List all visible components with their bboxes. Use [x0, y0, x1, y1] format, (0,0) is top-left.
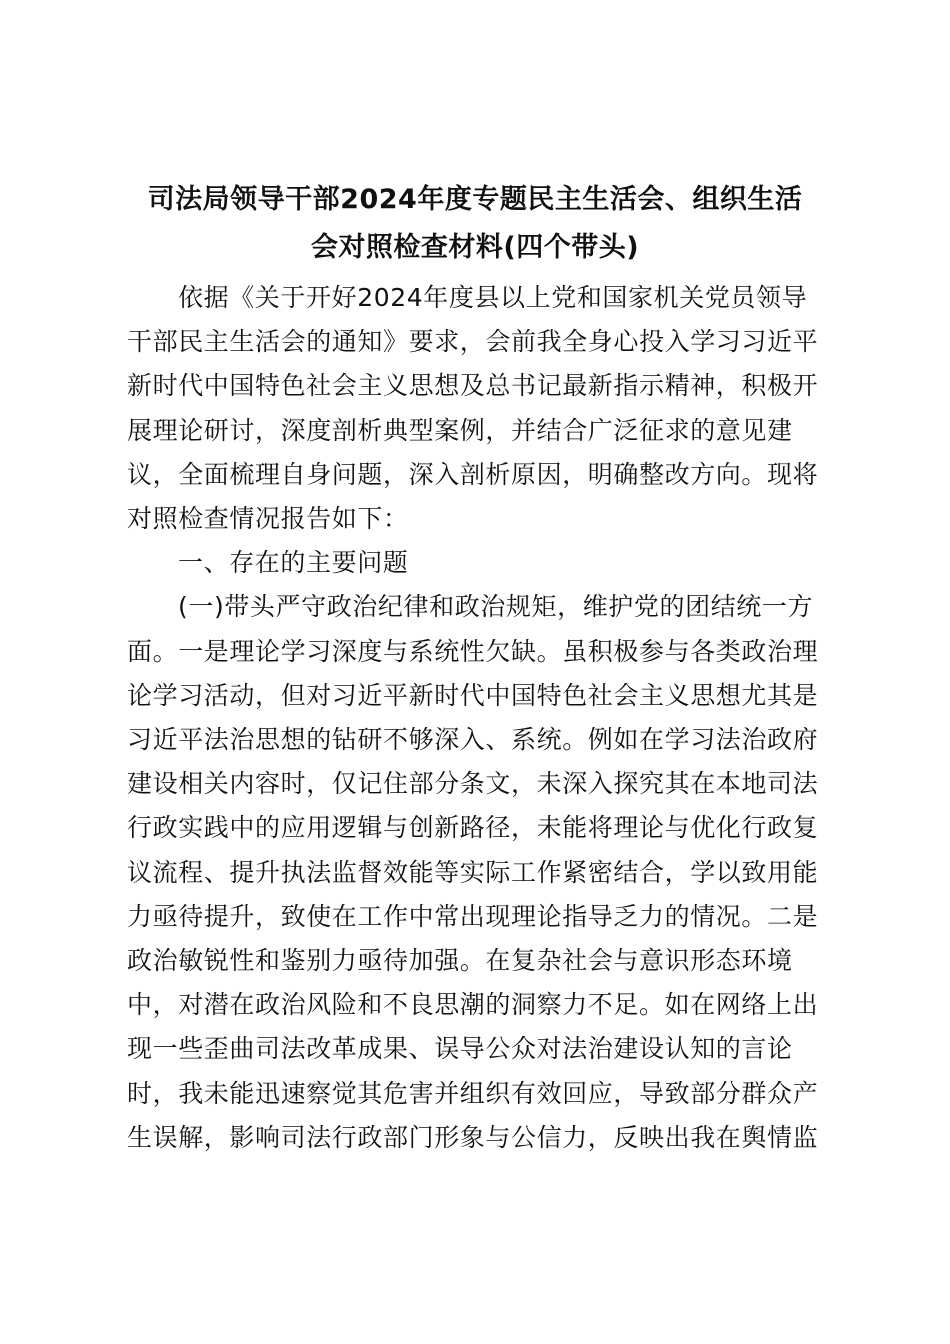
text-line: 展理论研讨，深度剖析典型案例，并结合广泛征求的意见建 [127, 415, 793, 445]
intro-paragraph [127, 276, 827, 541]
text-line: 议，全面梳理自身问题，深入剖析原因，明确整改方向。现将 [127, 459, 819, 489]
text-line: 力亟待提升，致使在工作中常出现理论指导乏力的情况。二是 [127, 901, 819, 931]
text-line: 中，对潜在政治风险和不良思潮的洞察力不足。如在网络上出 [127, 990, 819, 1020]
text-line: 政治敏锐性和鉴别力亟待加强。在复杂社会与意识形态环境 [127, 946, 793, 976]
title-line: 会对照检查材料(四个带头) [310, 232, 640, 263]
title-line: 司法局领导干部2024年度专题民主生活会、组织生活 [147, 184, 803, 215]
text-line: 一、存在的主要问题 [178, 548, 409, 578]
text-line: 对照检查情况报告如下： [127, 504, 409, 534]
text-line: 生误解，影响司法行政部门形象与公信力，反映出我在舆情监 [127, 1122, 819, 1152]
text-line: (一)带头严守政治纪律和政治规矩，维护党的团结统一方 [178, 592, 814, 622]
section-paragraph [127, 585, 827, 1160]
text-line: 建设相关内容时，仅记住部分条文，未深入探究其在本地司法 [127, 769, 819, 799]
document-body [127, 276, 827, 1160]
text-line: 论学习活动，但对习近平新时代中国特色社会主义思想尤其是 [127, 680, 819, 710]
text-line: 时，我未能迅速察觉其危害并组织有效回应，导致部分群众产 [127, 1078, 819, 1108]
text-line: 现一些歪曲司法改革成果、误导公众对法治建设认知的言论 [127, 1034, 793, 1064]
text-line: 习近平法治思想的钻研不够深入、系统。例如在学习法治政府 [127, 725, 819, 755]
text-line: 行政实践中的应用逻辑与创新路径，未能将理论与优化行政复 [127, 813, 819, 843]
document-title [120, 176, 830, 272]
text-line: 干部民主生活会的通知》要求，会前我全身心投入学习习近平 [127, 327, 819, 357]
text-line: 新时代中国特色社会主义思想及总书记最新指示精神，积极开 [127, 371, 819, 401]
text-line: 面。一是理论学习深度与系统性欠缺。虽积极参与各类政治理 [127, 636, 819, 666]
text-line: 议流程、提升执法监督效能等实际工作紧密结合，学以致用能 [127, 857, 819, 887]
text-line: 依据《关于开好2024年度县以上党和国家机关党员领导 [178, 283, 808, 312]
section-heading [127, 541, 827, 585]
